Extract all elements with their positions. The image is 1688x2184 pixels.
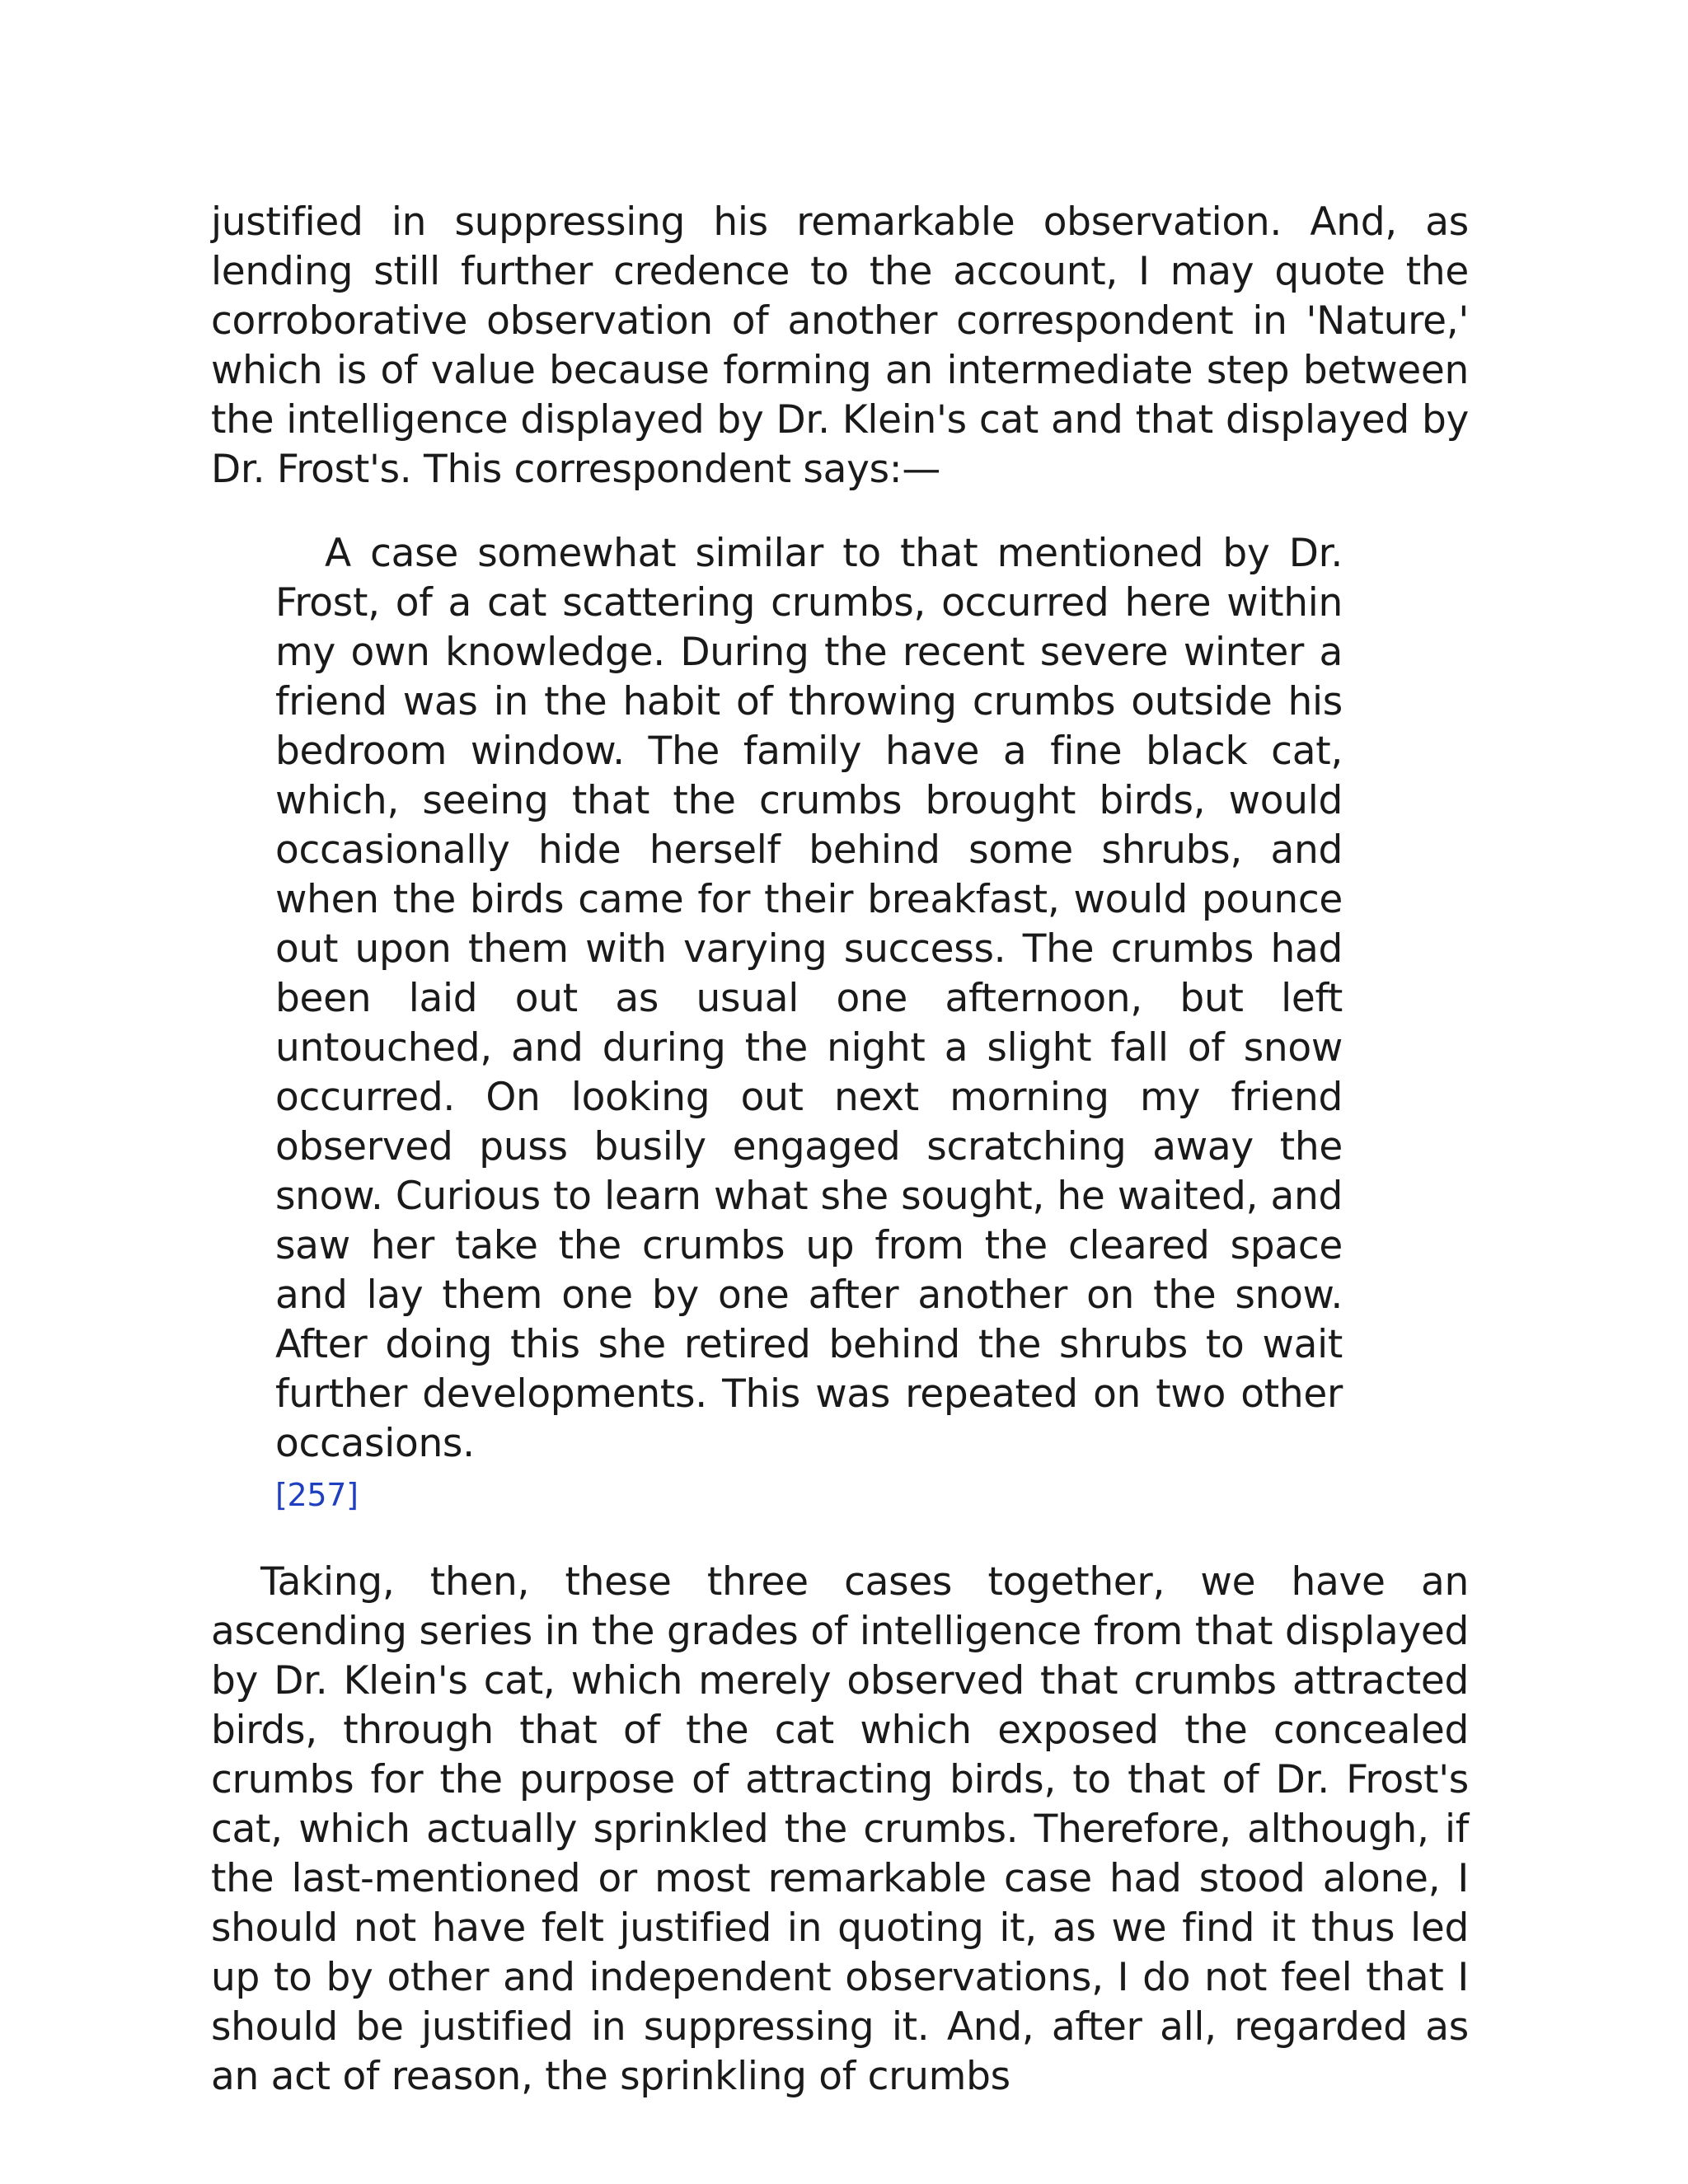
paragraph-conclusion: Taking, then, these three cases together, we have an ascending series in the grades of intelligence from that displayed by Dr. Klein's cat, which merely observed that crumbs attracted birds, through that of the cat which exposed the concealed crumbs for the purpose of attracting birds, to that of Dr. Frost's cat, which actually sprinkled the crumbs. Therefore, although, if the last-mentioned or most remarkable case had stood alone, I should not have felt justified in quoting it, as we find it thus led up to by other and independent observations, I do not feel that I should be justified in suppressing it. And, after all, regarded as an act of reason, the sprinkling of crumbs <box>211 1559 1469 2099</box>
paragraph-intro: justified in suppressing his remarkable observation. And, as lending still further credence to the account, I may quote the corroborative observation of another correspondent in 'Nature,' which is of value because forming an intermediate step between the intelligence displayed by Dr. Klein's cat and that displayed by Dr. Frost's. This correspondent says:— <box>211 199 1469 492</box>
quote-text: A case somewhat similar to that mentioned by Dr. Frost, of a cat scattering crumbs, occurred here within my own knowledge. During the recent severe winter a friend was in the habit of throwing crumbs outside his bedroom window. The family have a fine black cat, which, seeing that the crumbs brought birds, would occasionally hide herself behind some shrubs, and when the birds came for their breakfast, would pounce out upon them with varying success. The crumbs had been laid out as usual one afternoon, but left untouched, and during the night a slight fall of snow occurred. On looking out next morning my friend observed puss busily engaged scratching away the snow. Curious to learn what she sought, he waited, and saw her take the crumbs up from the cleared space and lay them one by one after another on the snow. After doing this she retired behind the shrubs to wait further developments. This was repeated on two other occasions. <box>275 531 1343 1466</box>
blockquote <box>275 529 1343 1520</box>
quote-paragraph <box>275 529 1343 1520</box>
page-content <box>211 198 1469 2102</box>
footnote-link-257[interactable]: [257] <box>275 1477 359 1513</box>
